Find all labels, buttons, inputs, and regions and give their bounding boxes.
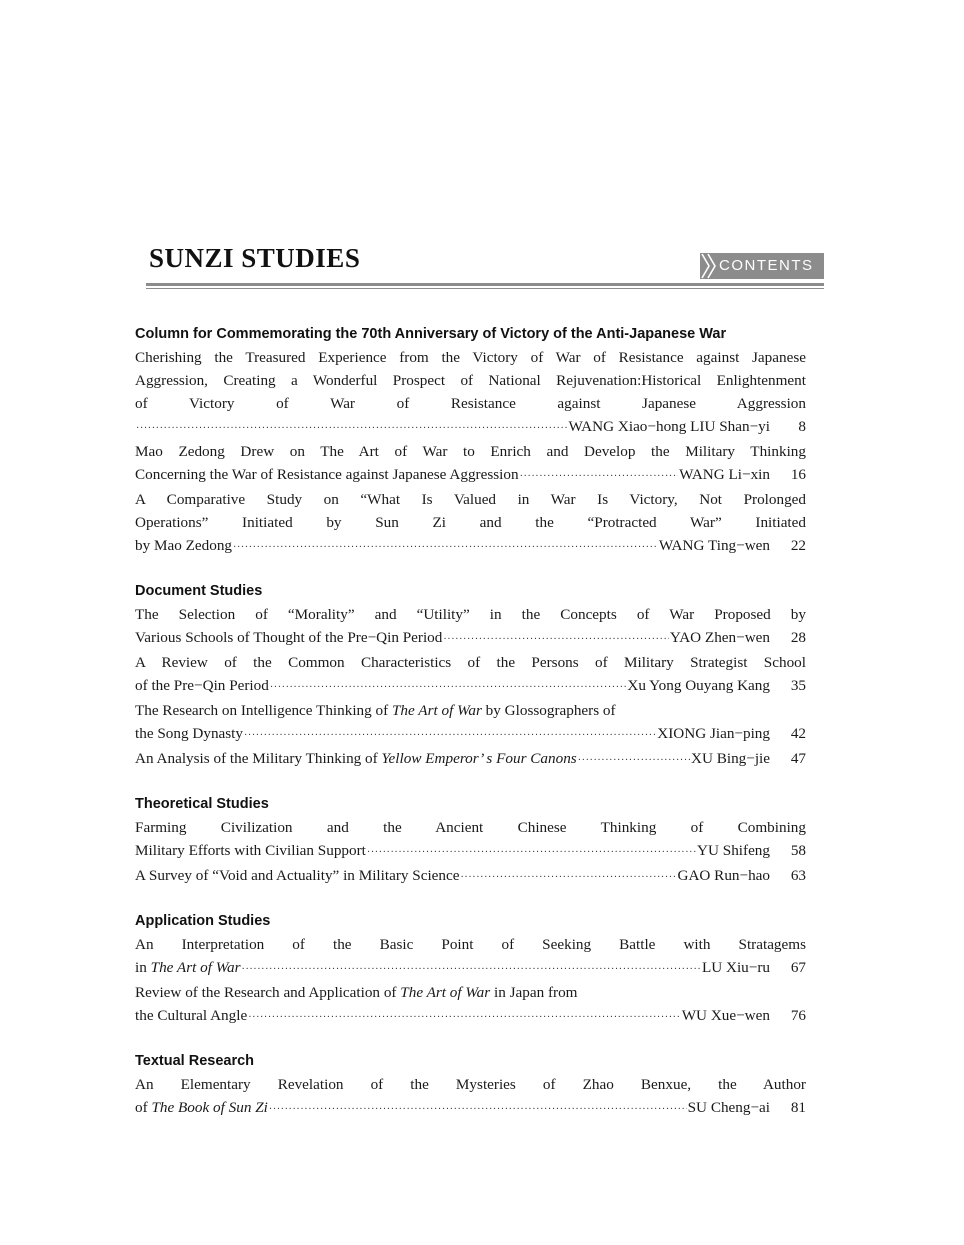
entry-last-line — [135, 534, 806, 559]
entry-author: WANG Xiao−hong LIU Shan−yi — [568, 418, 770, 435]
entry-title-italic: The Art of War — [150, 959, 241, 976]
dot-leader — [269, 1098, 687, 1121]
entry-author: WU Xue−wen — [681, 1007, 770, 1024]
entry-page-number: 76 — [790, 1007, 806, 1024]
entry-title-line: Farming Civilization and the Ancient Chinese Thinking of Combining — [135, 819, 806, 836]
entry-title-text: An Analysis of the Military Thinking of — [135, 750, 382, 767]
entry-last-line — [135, 722, 806, 747]
entry-title-italic: The Book of Sun Zi — [151, 1099, 268, 1116]
contents-badge — [700, 253, 824, 279]
entry-title-text — [135, 1004, 247, 1027]
entry-author: XU Bing−jie — [690, 750, 770, 767]
entry-page-number: 8 — [798, 418, 806, 435]
entry-title-text: by Mao Zedong — [135, 537, 233, 554]
entry-last-line — [135, 956, 806, 981]
toc-entry — [135, 864, 806, 889]
section-title: Theoretical Studies — [135, 796, 269, 812]
entry-last-line — [135, 463, 806, 488]
entry-page-number: 42 — [790, 725, 806, 742]
section-title: Column for Commemorating the 70th Anniversary of Victory of the Anti-Japanese War — [135, 326, 727, 342]
entry-last-line — [135, 864, 806, 889]
entry-title-italic: The Art of War — [391, 702, 482, 719]
entry-title-text — [135, 864, 460, 887]
entry-last-line — [135, 626, 806, 651]
entry-title-text: Military Efforts with Civilian Support — [135, 842, 366, 859]
toc-entry — [135, 747, 806, 772]
dot-leader — [461, 866, 677, 889]
toc-section — [135, 324, 806, 559]
dot-leader — [578, 749, 690, 772]
toc-entry — [135, 933, 806, 981]
entry-page-number: 58 — [790, 842, 806, 859]
entry-title-text: by Glossographers of — [481, 702, 616, 719]
entry-title-line — [135, 981, 806, 1004]
entry-author: GAO Run−hao — [677, 867, 770, 884]
entry-last-line — [135, 839, 806, 864]
entry-page-number: 67 — [790, 959, 806, 976]
entry-author: Xu Yong Ouyang Kang — [627, 677, 770, 694]
dot-leader — [270, 676, 627, 699]
table-of-contents — [135, 324, 806, 1143]
entry-title-text: of — [135, 1099, 152, 1116]
dot-leader — [248, 1006, 681, 1029]
entry-title-line: A Review of the Common Characteristics of the Persons of Military Strategist School — [135, 654, 806, 671]
entry-title-italic: The Art of War — [400, 984, 491, 1001]
entry-title-text: Review of the Research and Application of — [135, 984, 401, 1001]
entry-author: WANG Ting−wen — [658, 537, 770, 554]
entry-author: XIONG Jian−ping — [657, 725, 770, 742]
entry-page-number: 16 — [790, 466, 806, 483]
entry-author: LU Xiu−ru — [701, 959, 770, 976]
entry-title-text — [135, 839, 366, 862]
dot-leader — [242, 958, 701, 981]
entry-author: SU Cheng−ai — [687, 1099, 770, 1116]
entry-author: WANG Li−xin — [679, 466, 770, 483]
chevron-double-right-icon — [700, 253, 718, 279]
dot-leader — [520, 465, 679, 488]
entry-title-text: A Survey of “Void and Actuality” in Military Science — [135, 867, 460, 884]
contents-label: CONTENTS — [719, 257, 814, 274]
entry-title-text — [135, 956, 241, 979]
dot-leader — [136, 417, 568, 440]
entry-title-line: Mao Zedong Drew on The Art of War to Enrich and Develop the Military Thinking — [135, 443, 806, 460]
toc-section — [135, 581, 806, 772]
entry-last-line — [135, 674, 806, 699]
journal-title: SUNZI STUDIES — [149, 243, 361, 273]
entry-title-text — [135, 463, 519, 486]
entry-title-line: of Victory of War of Resistance against Japanese Aggression — [135, 395, 806, 412]
entry-last-line — [135, 747, 806, 772]
entry-title-text: in — [135, 959, 151, 976]
header-rule-thin — [146, 288, 824, 289]
entry-title-text: The Research on Intelligence Thinking of — [135, 702, 392, 719]
entry-page-number: 63 — [790, 867, 806, 884]
dot-leader — [367, 841, 696, 864]
entry-author: YU Shifeng — [697, 842, 770, 859]
entry-title-line: The Selection of “Morality” and “Utility” in the Concepts of War Proposed by — [135, 606, 806, 623]
entry-title-text: the Cultural Angle — [135, 1007, 248, 1024]
toc-entry — [135, 440, 806, 488]
entry-title-text: of the Pre−Qin Period — [135, 677, 269, 694]
entry-last-line — [135, 415, 806, 440]
dot-leader — [233, 536, 658, 559]
toc-entry — [135, 488, 806, 559]
entry-title-text: Various Schools of Thought of the Pre−Qin Period — [135, 629, 443, 646]
toc-section — [135, 911, 806, 1029]
toc-section — [135, 1051, 806, 1121]
section-title: Document Studies — [135, 583, 263, 599]
entry-title-text — [135, 1096, 268, 1119]
entry-page-number: 35 — [790, 677, 806, 694]
entry-last-line — [135, 1096, 806, 1121]
toc-entry — [135, 346, 806, 440]
toc-entry — [135, 816, 806, 864]
section-title: Application Studies — [135, 913, 271, 929]
entry-title-text: in Japan from — [490, 984, 578, 1001]
toc-section — [135, 794, 806, 889]
entry-page-number: 28 — [790, 629, 806, 646]
entry-title-line: A Comparative Study on “What Is Valued in War Is Victory, Not Prolonged — [135, 491, 806, 508]
entry-title-text: Concerning the War of Resistance against Japanese Aggression — [135, 466, 519, 483]
entry-title-line: Cherishing the Treasured Experience from the Victory of War of Resistance against Japanese — [135, 349, 806, 366]
toc-entry — [135, 651, 806, 699]
entry-author: YAO Zhen−wen — [669, 629, 770, 646]
header-rule — [146, 283, 824, 286]
toc-entry — [135, 981, 806, 1029]
entry-title-line: Aggression, Creating a Wonderful Prospect of National Rejuvenation:Historical Enlightenment — [135, 372, 806, 389]
dot-leader — [244, 724, 656, 747]
entry-title-text: the Song Dynasty — [135, 725, 243, 742]
entry-title-line: An Interpretation of the Basic Point of Seeking Battle with Stratagems — [135, 936, 806, 953]
toc-entry — [135, 1073, 806, 1121]
entry-title-text — [135, 722, 243, 745]
entry-page-number: 47 — [790, 750, 806, 767]
entry-title-italic: Yellow Emperor’ s Four Canons — [381, 750, 577, 767]
entry-page-number: 22 — [790, 537, 806, 554]
entry-title-line: Operations” Initiated by Sun Zi and the “Protracted War” Initiated — [135, 514, 806, 531]
dot-leader — [443, 628, 669, 651]
entry-title-text — [135, 626, 442, 649]
entry-page-number: 81 — [790, 1099, 806, 1116]
entry-title-text — [135, 674, 269, 697]
entry-last-line — [135, 1004, 806, 1029]
toc-entry — [135, 699, 806, 747]
entry-title-line — [135, 699, 806, 722]
entry-title-text — [135, 534, 232, 557]
entry-title-line: An Elementary Revelation of the Mysteries of Zhao Benxue, the Author — [135, 1076, 806, 1093]
toc-entry — [135, 603, 806, 651]
section-title: Textual Research — [135, 1053, 255, 1069]
entry-title-text — [135, 747, 577, 770]
